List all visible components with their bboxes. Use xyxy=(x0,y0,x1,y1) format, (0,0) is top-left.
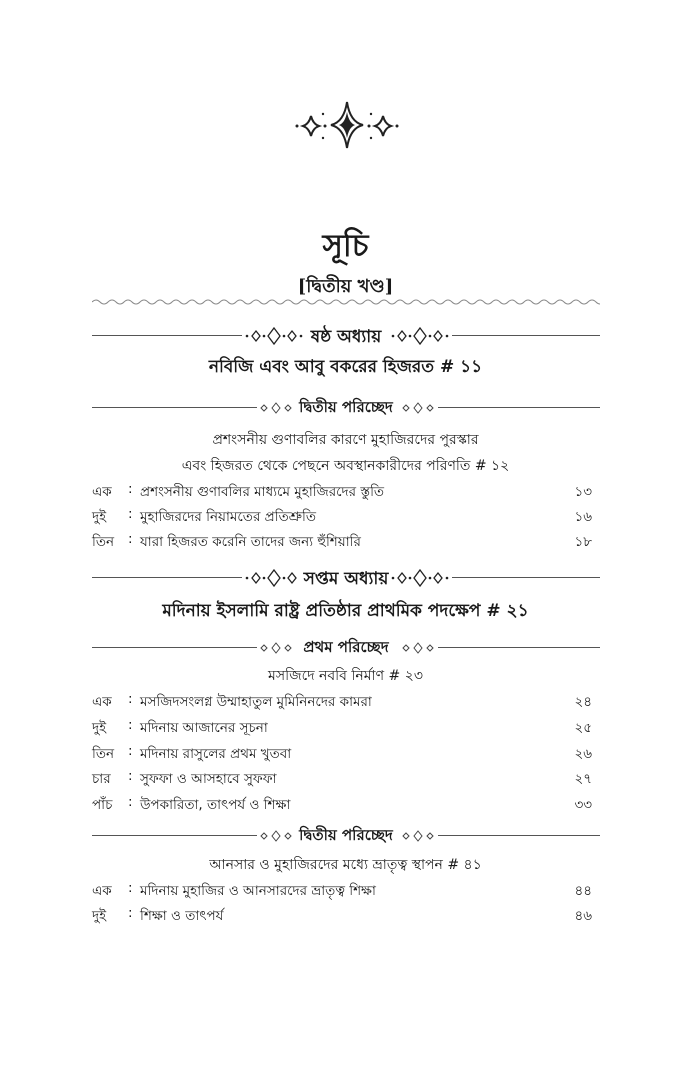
part-subtitle: আনসার ও মুহাজিরদের মধ্যে ভ্রাতৃত্ব স্থাপন # ৪১ xyxy=(209,857,482,873)
diamond-ornament-icon xyxy=(398,638,438,658)
part-subtitle: মসজিদে নববি নির্মাণ # ২৩ xyxy=(268,668,423,684)
part-divider xyxy=(92,824,600,848)
part-label: দ্বিতীয় পরিচ্ছেদ xyxy=(293,398,399,416)
part-divider xyxy=(92,396,600,420)
toc-entry[interactable]: এক : প্রশংসনীয় গুণাবলির মাধ্যমে মুহাজিরদের স্তুতি ১৩ xyxy=(92,481,592,500)
toc-entry[interactable]: তিন : যারা হিজরত করেনি তাদের জন্য হুঁশিয়ারি ১৮ xyxy=(92,531,592,550)
toc-entry[interactable]: দুই : মুহাজিরদের নিয়ামতের প্রতিশ্রুতি ১৬ xyxy=(92,506,592,525)
toc-entry[interactable]: দুই : মদিনায় আজানের সূচনা ২৫ xyxy=(92,717,592,736)
toc-entry[interactable]: এক : মসজিদসংলগ্ন উম্মাহাতুল মুমিনিনদের কামরা ২৪ xyxy=(92,691,592,710)
page-subtitle: [দ্বিতীয় খণ্ড] xyxy=(297,276,394,297)
toc-entry[interactable]: দুই : শিক্ষা ও তাৎপর্য ৪৬ xyxy=(92,905,592,924)
part-subtitle: প্রশংসনীয় গুণাবলির কারণে মুহাজিরদের পুরস্কার xyxy=(212,432,479,448)
part-label: প্রথম পরিচ্ছেদ xyxy=(297,638,394,656)
chapter-divider xyxy=(92,566,600,590)
diamond-ornament-icon xyxy=(398,826,438,846)
chapter-label: ষষ্ঠ অধ্যায় xyxy=(305,327,388,347)
toc-entry[interactable]: এক : মদিনায় মুহাজির ও আনসারদের ভ্রাতৃত্ব শিক্ষা ৪৪ xyxy=(92,880,592,899)
toc-entry[interactable]: তিন : মদিনায় রাসুলের প্রথম খুতবা ২৬ xyxy=(92,743,592,762)
chapter-title: মদিনায় ইসলামি রাষ্ট্র প্রতিষ্ঠার প্রাথমিক পদক্ষেপ # ২১ xyxy=(162,601,529,621)
wavy-divider xyxy=(92,298,600,306)
chapter-title: নবিজি এবং আবু বকরের হিজরত # ১১ xyxy=(208,357,483,377)
page-title: সূচি xyxy=(322,228,369,264)
chapter-divider xyxy=(92,324,600,348)
diamond-ornament-icon xyxy=(390,326,450,346)
toc-entry[interactable]: চার : সুফফা ও আসহাবে সুফফা ২৭ xyxy=(92,768,592,787)
toc-entry[interactable]: পাঁচ : উপকারিতা, তাৎপর্য ও শিক্ষা ৩৩ xyxy=(92,794,592,813)
part-subtitle: এবং হিজরত থেকে পেছনে অবস্থানকারীদের পরিণতি # ১২ xyxy=(181,458,510,474)
part-divider xyxy=(92,636,600,660)
chapter-label: সপ্তম অধ্যায় xyxy=(298,569,395,589)
star-ornament-icon xyxy=(295,100,399,150)
diamond-ornament-icon xyxy=(390,568,450,588)
diamond-ornament-icon xyxy=(398,398,438,418)
part-label: দ্বিতীয় পরিচ্ছেদ xyxy=(293,826,399,844)
